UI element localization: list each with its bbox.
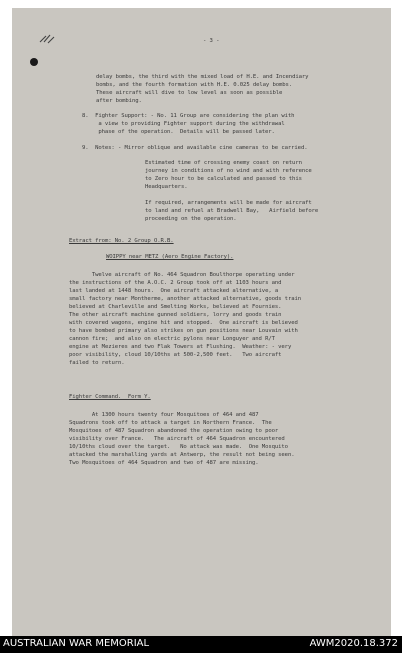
text-line: At 1300 hours twenty four Mosquitoes of 464 and 487 (69, 412, 259, 418)
footer-accession-number: AWM2020.18.372 (309, 638, 398, 649)
text-line: delay bombs, the third with the mixed load of H.E. and Incendiary (96, 74, 309, 80)
text-line: cannon fire; and also on electric pylons near Longuyer and R/T (69, 336, 275, 342)
text-line: Headquarters. (145, 184, 188, 190)
text-line: the instructions of the A.O.C. 2 Group took off at 1103 hours and (69, 280, 282, 286)
text-line: to have bombed primary also strikes on gun positions near Louvain with (69, 328, 298, 334)
text-line: phase of the operation. Details will be passed later. (82, 129, 275, 135)
text-line: Squadrons took off to attack a target in Northern France. The (69, 420, 272, 426)
text-line: believed at Charleville and Smelting Works, believed at Fournies. (69, 304, 282, 310)
text-line: Twelve aircraft of No. 464 Squadron Boulthorpe operating under (69, 272, 295, 278)
text-line: failed to return. (69, 360, 125, 366)
text-line: to Zero hour to be calculated and passed to this (145, 176, 302, 182)
document-page (12, 8, 391, 636)
text-line: last landed at 1448 hours. One aircraft attacked alternative, a (69, 288, 279, 294)
ink-mark-icon (38, 32, 56, 46)
text-line: proceeding on the operation. (145, 216, 237, 222)
text-line: attacked the marshalling yards at Antwerp, the result not being seen. (69, 452, 295, 458)
text-line: The other aircraft machine gunned soldiers, lorry and goods train (69, 312, 282, 318)
text-line: If required, arrangements will be made for aircraft (145, 200, 312, 206)
text-line: These aircraft will dive to low level as soon as possible (96, 90, 283, 96)
text-line: Estimated time of crossing enemy coast on return (145, 160, 302, 166)
target-subheading: WOIPPY near METZ (Aero Engine Factory). (106, 254, 234, 260)
text-line: engine at Mezieres and two Flak Towers at Flushing. Weather: - very (69, 344, 292, 350)
text-line: 8. Fighter Support: - No. 11 Group are considering the plan with (82, 113, 295, 119)
page-number: - 3 - (203, 38, 220, 44)
text-line: poor visibility, cloud 10/10ths at 500-2,500 feet. Two aircraft (69, 352, 282, 358)
text-line: to land and refuel at Bradwell Bay, Airfield before (145, 208, 319, 214)
item-9-notes: 9. Notes: - Mirror oblique and available cine cameras to be carried. (82, 145, 308, 151)
text-line: small factory near Montherme, another attacked alternative, goods train (69, 296, 302, 302)
text-line: journey in conditions of no wind and with reference (145, 168, 312, 174)
text-line: Mosquitoes of 487 Squadron abandoned the operation owing to poor (69, 428, 279, 434)
extract-heading: Extract from: No. 2 Group O.R.B. (69, 238, 174, 244)
text-line: Two Mosquitoes of 464 Squadron and two of 487 are missing. (69, 460, 259, 466)
fighter-command-heading: Fighter Command. Form Y. (69, 394, 151, 400)
text-line: a view to providing Fighter support during the withdrawal (82, 121, 285, 127)
punch-hole-icon (30, 58, 38, 66)
text-line: 10/10ths cloud over the target. No attack was made. One Mosquito (69, 444, 288, 450)
text-line: bombs, and the fourth formation with H.E. 0.025 delay bombs. (96, 82, 293, 88)
text-line: after bombing. (96, 98, 142, 104)
text-line: with covered wagons, engine hit and stopped. One aircraft is believed (69, 320, 298, 326)
text-line: visibility over France. The aircraft of 464 Squadron encountered (69, 436, 285, 442)
archive-footer (0, 636, 402, 653)
footer-institution: AUSTRALIAN WAR MEMORIAL (3, 638, 150, 649)
